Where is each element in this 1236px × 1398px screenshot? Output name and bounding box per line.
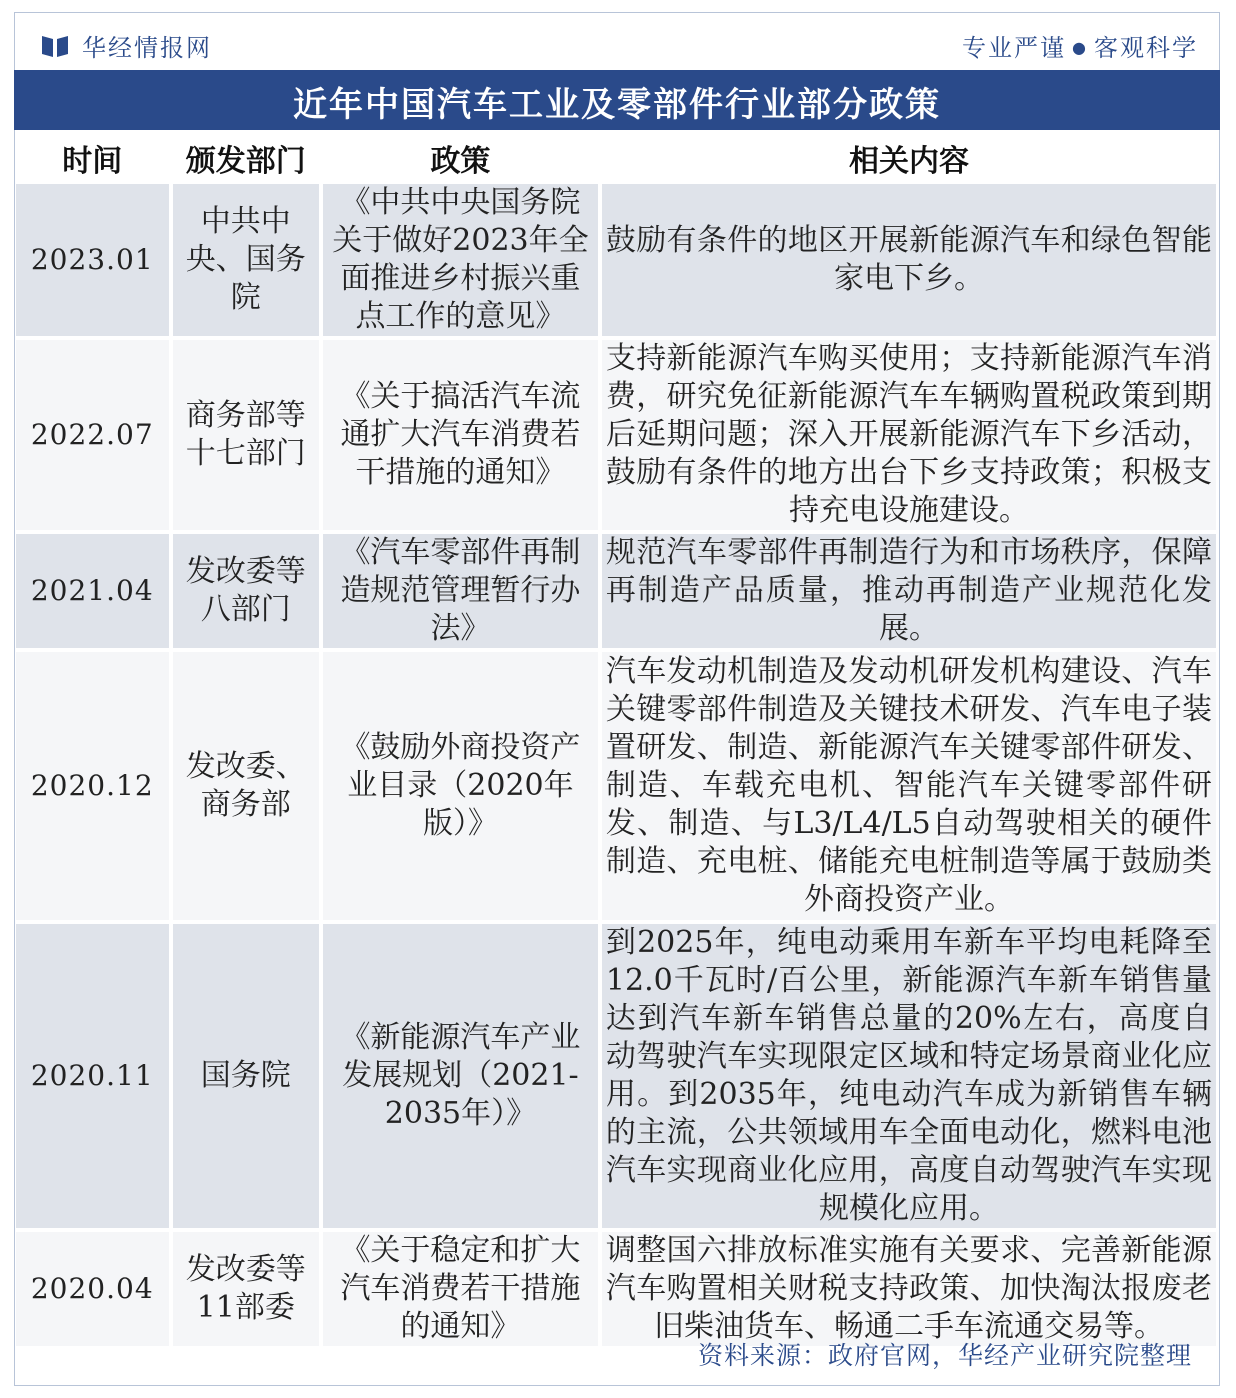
column-header-department: 颁发部门 bbox=[173, 136, 319, 180]
table-row bbox=[16, 1232, 1216, 1346]
row-policy: 《鼓励外商投资产业目录（2020年版）》 bbox=[323, 652, 598, 920]
brand bbox=[40, 28, 212, 63]
table-row bbox=[16, 924, 1216, 1228]
row-department: 发改委等11部委 bbox=[173, 1232, 319, 1346]
row-content: 到2025年，纯电动乘用车新车平均电耗降至12.0千瓦时/百公里，新能源汽车新车销售量达到汽车新车销售总量的20%左右，高度自动驾驶汽车实现限定区域和特定场景商业化应用。到2035年，纯电动汽车成为新销售车辆的主流，公共领域用车全面电动化，燃料电池汽车实现商业化应用，高度自动驾驶汽车实现规模化应用。 bbox=[602, 924, 1216, 1228]
slogan-left: 专业严谨 bbox=[962, 34, 1067, 62]
table-row bbox=[16, 340, 1216, 530]
book-logo-icon bbox=[40, 33, 70, 59]
row-date: 2020.04 bbox=[16, 1232, 169, 1346]
table-row bbox=[16, 184, 1216, 336]
row-date: 2020.12 bbox=[16, 652, 169, 920]
row-date: 2021.04 bbox=[16, 534, 169, 648]
row-content: 调整国六排放标准实施有关要求、完善新能源汽车购置相关财税支持政策、加快淘汰报废老旧柴油货车、畅通二手车流通交易等。 bbox=[602, 1232, 1216, 1346]
page-title: 近年中国汽车工业及零部件行业部分政策 bbox=[14, 72, 1220, 130]
table-row bbox=[16, 534, 1216, 648]
row-date: 2023.01 bbox=[16, 184, 169, 336]
row-date: 2022.07 bbox=[16, 340, 169, 530]
column-header-date: 时间 bbox=[16, 136, 169, 180]
row-policy: 《关于稳定和扩大汽车消费若干措施的通知》 bbox=[323, 1232, 598, 1346]
header bbox=[14, 14, 1220, 72]
table-header-row bbox=[16, 136, 1216, 180]
table-row bbox=[16, 652, 1216, 920]
column-header-content: 相关内容 bbox=[602, 136, 1216, 180]
column-header-policy: 政策 bbox=[323, 136, 598, 180]
source-note: 资料来源：政府官网，华经产业研究院整理 bbox=[697, 1341, 1192, 1370]
slogan bbox=[962, 28, 1198, 63]
row-policy: 《新能源汽车产业发展规划（2021-2035年）》 bbox=[323, 924, 598, 1228]
row-content: 支持新能源汽车购买使用；支持新能源汽车消费，研究免征新能源汽车车辆购置税政策到期后延期问题；深入开展新能源汽车下乡活动，鼓励有条件的地方出台下乡支持政策；积极支持充电设施建设。 bbox=[602, 340, 1216, 530]
row-department: 发改委等八部门 bbox=[173, 534, 319, 648]
row-policy: 《汽车零部件再制造规范管理暂行办法》 bbox=[323, 534, 598, 648]
policy-table bbox=[12, 132, 1220, 1350]
row-policy: 《中共中央国务院关于做好2023年全面推进乡村振兴重点工作的意见》 bbox=[323, 184, 598, 336]
row-content: 鼓励有条件的地区开展新能源汽车和绿色智能家电下乡。 bbox=[602, 184, 1216, 336]
row-date: 2020.11 bbox=[16, 924, 169, 1228]
row-department: 国务院 bbox=[173, 924, 319, 1228]
row-policy: 《关于搞活汽车流通扩大汽车消费若干措施的通知》 bbox=[323, 340, 598, 530]
row-content: 规范汽车零部件再制造行为和市场秩序，保障再制造产品质量，推动再制造产业规范化发展。 bbox=[602, 534, 1216, 648]
row-department: 发改委、商务部 bbox=[173, 652, 319, 920]
brand-name: 华经情报网 bbox=[82, 34, 212, 62]
row-content: 汽车发动机制造及发动机研发机构建设、汽车关键零部件制造及关键技术研发、汽车电子装置研发、制造、新能源汽车关键零部件研发、制造、车载充电机、智能汽车关键零部件研发、制造、与L3/L4/L5自动驾驶相关的硬件制造、充电桩、储能充电桩制造等属于鼓励类外商投资产业。 bbox=[602, 652, 1216, 920]
slogan-right: 客观科学 bbox=[1094, 34, 1198, 62]
row-department: 中共中央、国务院 bbox=[173, 184, 319, 336]
row-department: 商务部等十七部门 bbox=[173, 340, 319, 530]
slogan-separator: ● bbox=[1072, 38, 1088, 57]
